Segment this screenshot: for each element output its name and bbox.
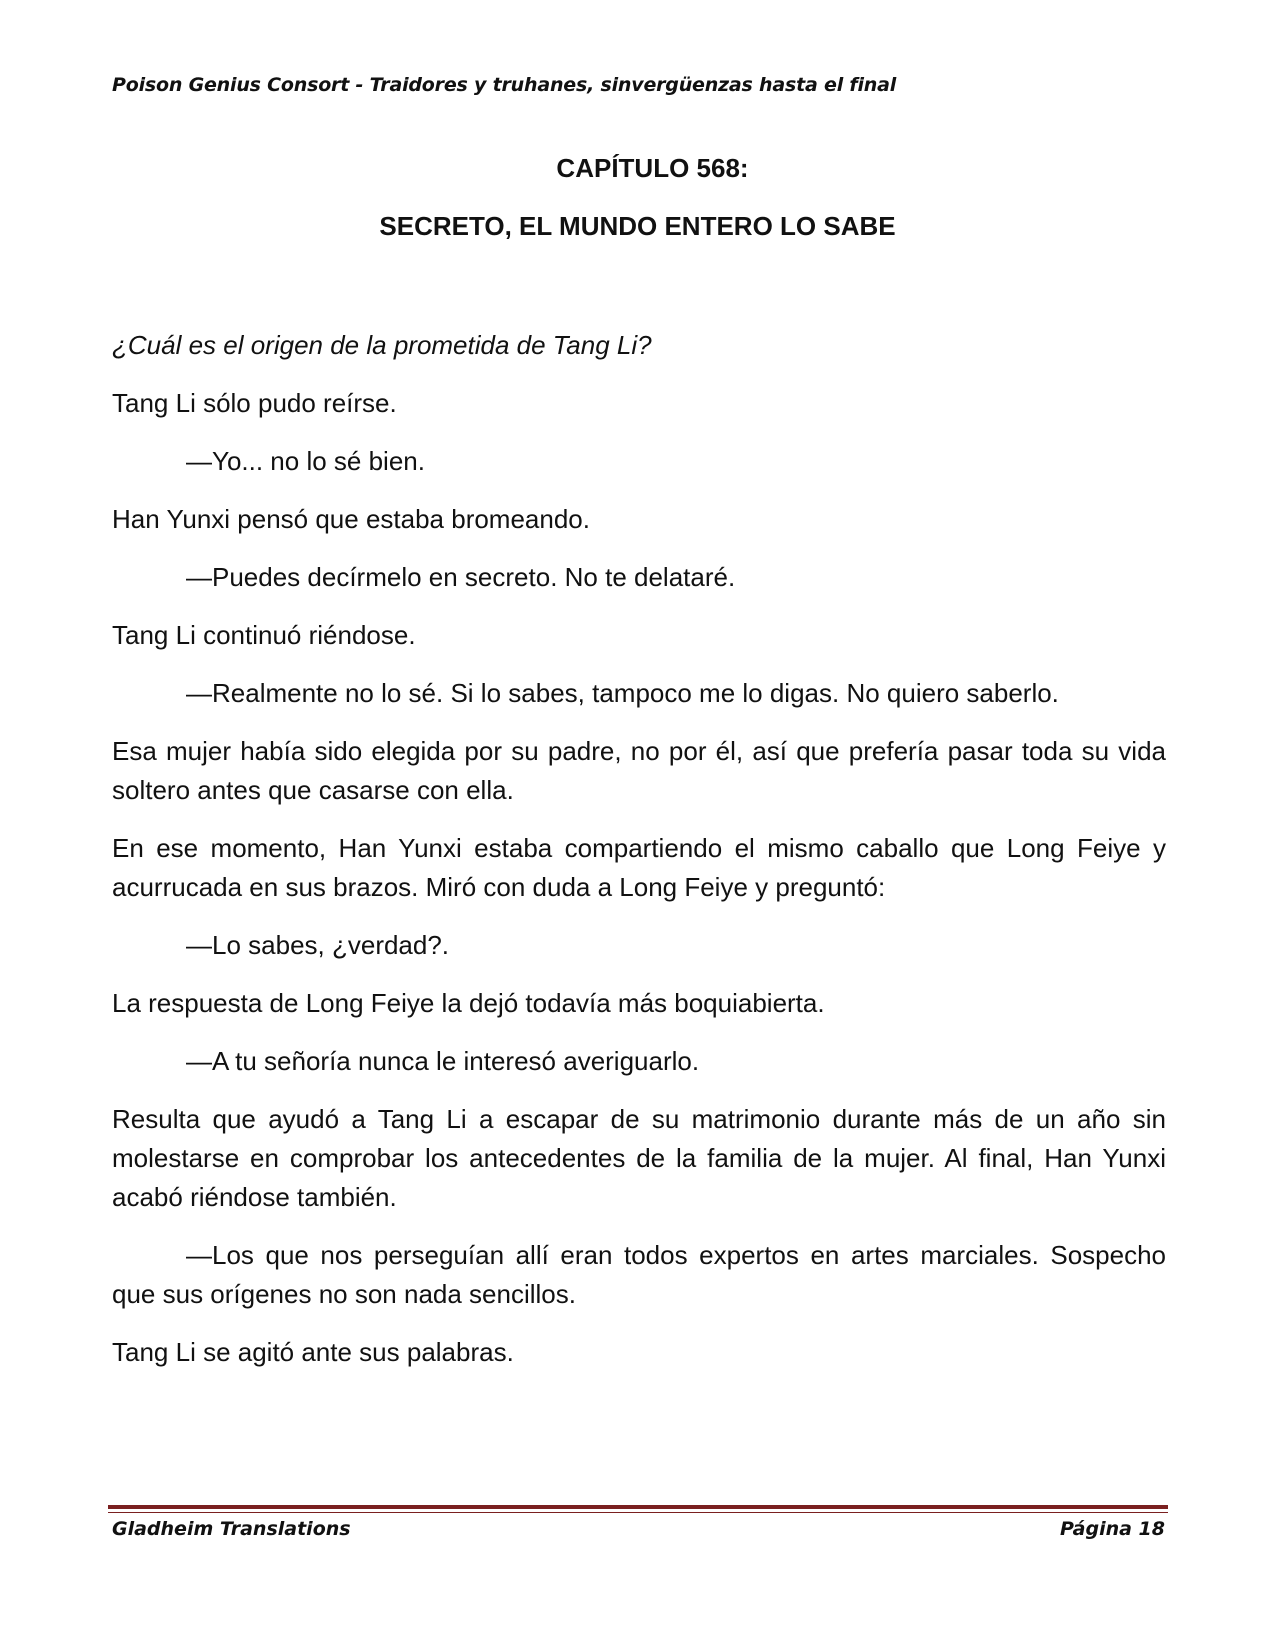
dialog-line: —Realmente no lo sé. Si lo sabes, tampoco me lo digas. No quiero saberlo. [186, 678, 1059, 708]
dialog-line: —Lo sabes, ¿verdad?. [186, 930, 450, 960]
dialog-line: —Los que nos perseguían allí eran todos expertos en artes marciales. Sospecho que sus orígenes no son nada sencillos. [112, 1240, 1166, 1309]
footer-translator: Gladheim Translations [112, 1518, 351, 1540]
footer-page-number: Página 18 [1059, 1518, 1165, 1540]
paragraph: La respuesta de Long Feiye la dejó todavía más boquiabierta. [112, 988, 825, 1018]
paragraph: Resulta que ayudó a Tang Li a escapar de su matrimonio durante más de un año sin molestarse en comprobar los antecedentes de la familia de la mujer. Al final, Han Yunxi acabó riéndose también. [112, 1104, 1166, 1212]
paragraph: ¿Cuál es el origen de la prometida de Tang Li? [112, 330, 652, 360]
paragraph: Esa mujer había sido elegida por su padre, no por él, así que prefería pasar toda su vida soltero antes que casarse con ella. [112, 736, 1166, 805]
chapter-body [112, 326, 1166, 1391]
paragraph: Tang Li sólo pudo reírse. [112, 388, 397, 418]
paragraph: Tang Li continuó riéndose. [112, 620, 416, 650]
paragraph: Tang Li se agitó ante sus palabras. [112, 1337, 514, 1367]
paragraph: Han Yunxi pensó que estaba bromeando. [112, 504, 590, 534]
chapter-number: CAPÍTULO 568: [556, 153, 749, 183]
footer-rule [108, 1505, 1168, 1509]
dialog-line: —Yo... no lo sé bien. [186, 446, 425, 476]
dialog-line: —A tu señoría nunca le interesó averiguarlo. [186, 1046, 700, 1076]
chapter-title: SECRETO, EL MUNDO ENTERO LO SABE [379, 211, 896, 241]
dialog-line: —Puedes decírmelo en secreto. No te delataré. [186, 562, 736, 592]
footer-rule-thin [108, 1512, 1168, 1513]
running-header: Poison Genius Consort - Traidores y truhanes, sinvergüenzas hasta el final [112, 74, 897, 96]
paragraph: En ese momento, Han Yunxi estaba compartiendo el mismo caballo que Long Feiye y acurrucada en sus brazos. Miró con duda a Long Feiye y preguntó: [112, 833, 1166, 902]
